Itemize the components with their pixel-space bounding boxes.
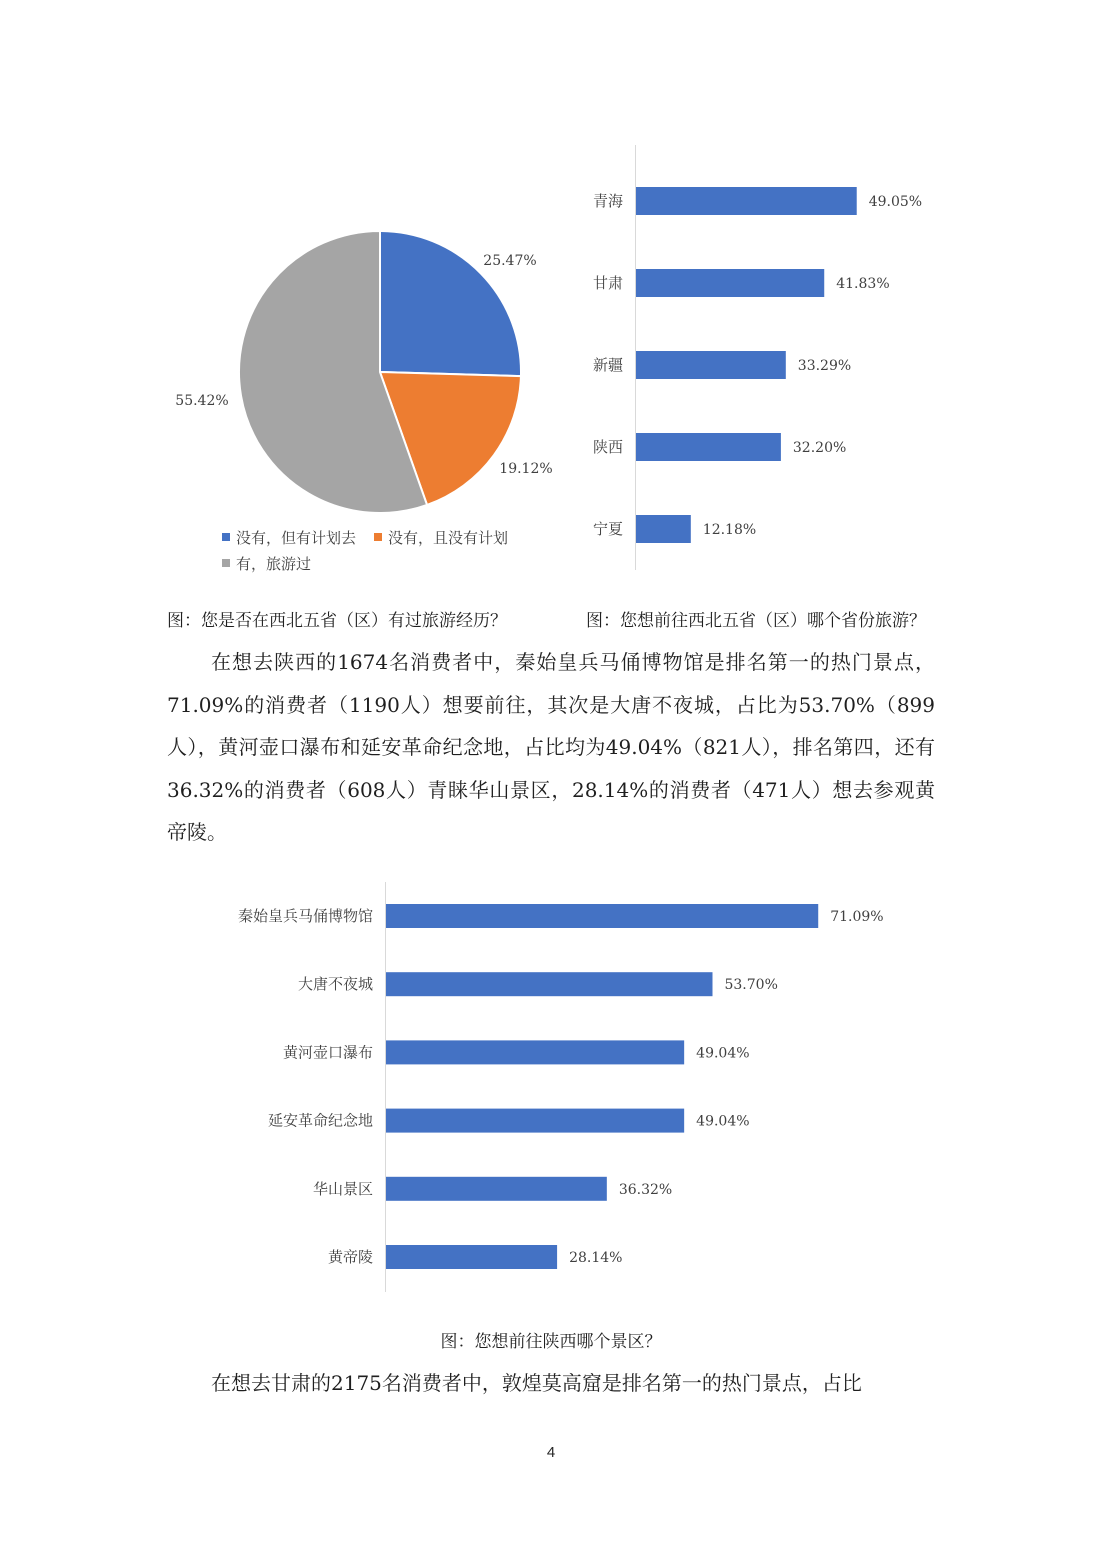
paragraph-gansu: 在想去甘肃的2175名消费者中，敦煌莫高窟是排名第一的热门景点，占比 <box>211 1371 862 1395</box>
legend-swatch-visited <box>222 559 230 567</box>
bar-data-label: 12.18% <box>702 522 757 538</box>
bar <box>636 433 781 461</box>
bar-data-label: 41.83% <box>836 276 890 292</box>
bar <box>636 351 786 379</box>
page-number: 4 <box>546 1444 556 1461</box>
category-label: 宁夏 <box>592 520 623 538</box>
category-label: 华山景区 <box>312 1179 373 1198</box>
bar <box>386 1177 607 1201</box>
bar <box>386 1040 684 1064</box>
pie-data-label: 25.47% <box>483 253 537 269</box>
legend-item-visited <box>222 551 311 577</box>
category-label: 新疆 <box>592 356 623 374</box>
category-label: 黄帝陵 <box>327 1248 373 1266</box>
bar <box>636 187 857 215</box>
bar <box>386 1245 557 1269</box>
paragraph-shaanxi: 在想去陕西的1674名消费者中，秦始皇兵马俑博物馆是排名第一的热门景点，71.09%的消费者（1190人）想要前往，其次是大唐不夜城，占比为53.70%（899人），黄河壶口瀑布和延安革命纪念地，占比均为49.04%（821人），排名第四，还有36.32%的消费者（608人）青睐华山景区，28.14%的消费者（471人）想去参观黄帝陵。 <box>167 650 935 844</box>
category-label: 青海 <box>592 192 623 210</box>
legend-item-no-plan <box>374 525 508 551</box>
bar-data-label: 36.32% <box>618 1181 673 1198</box>
spots-caption: 图：您想前往陕西哪个景区？ <box>440 1332 662 1352</box>
bar <box>386 972 712 996</box>
category-label: 甘肃 <box>592 274 623 292</box>
spots-bar-chart <box>200 870 920 1300</box>
pie-legend <box>222 525 552 577</box>
category-label: 陕西 <box>592 438 623 456</box>
bar-data-label: 28.14% <box>569 1250 623 1266</box>
pie-chart <box>150 200 570 520</box>
legend-item-planned <box>222 525 356 551</box>
bar <box>636 269 824 297</box>
category-label: 大唐不夜城 <box>297 975 373 994</box>
category-label: 延安革命纪念地 <box>267 1111 373 1130</box>
province-bar-chart <box>580 140 960 580</box>
bar <box>636 515 691 543</box>
bar-data-label: 49.05% <box>868 194 923 210</box>
category-label: 秦始皇兵马俑博物馆 <box>237 907 373 925</box>
provinces-caption: 图：您想前往西北五省（区）哪个省份旅游？ <box>586 611 926 631</box>
legend-label: 有，旅游过 <box>236 555 312 573</box>
legend-swatch-planned <box>222 533 230 541</box>
bar-data-label: 71.09% <box>830 909 884 925</box>
pie-data-label: 55.42% <box>175 393 229 409</box>
bar <box>386 904 818 928</box>
legend-label: 没有，但有计划去 <box>236 529 357 547</box>
legend-swatch-no-plan <box>374 533 382 541</box>
category-label: 黄河壶口瀑布 <box>282 1043 373 1062</box>
bar-data-label: 53.70% <box>724 977 778 994</box>
bar <box>386 1109 684 1133</box>
bar-data-label: 32.20% <box>792 440 847 456</box>
legend-label: 没有，且没有计划 <box>388 529 509 547</box>
bar-data-label: 49.04% <box>696 1113 750 1130</box>
pie-caption: 图：您是否在西北五省（区）有过旅游经历？ <box>167 611 507 631</box>
pie-data-label: 19.12% <box>499 461 553 477</box>
bar-data-label: 33.29% <box>797 358 852 374</box>
bar-data-label: 49.04% <box>696 1045 750 1062</box>
